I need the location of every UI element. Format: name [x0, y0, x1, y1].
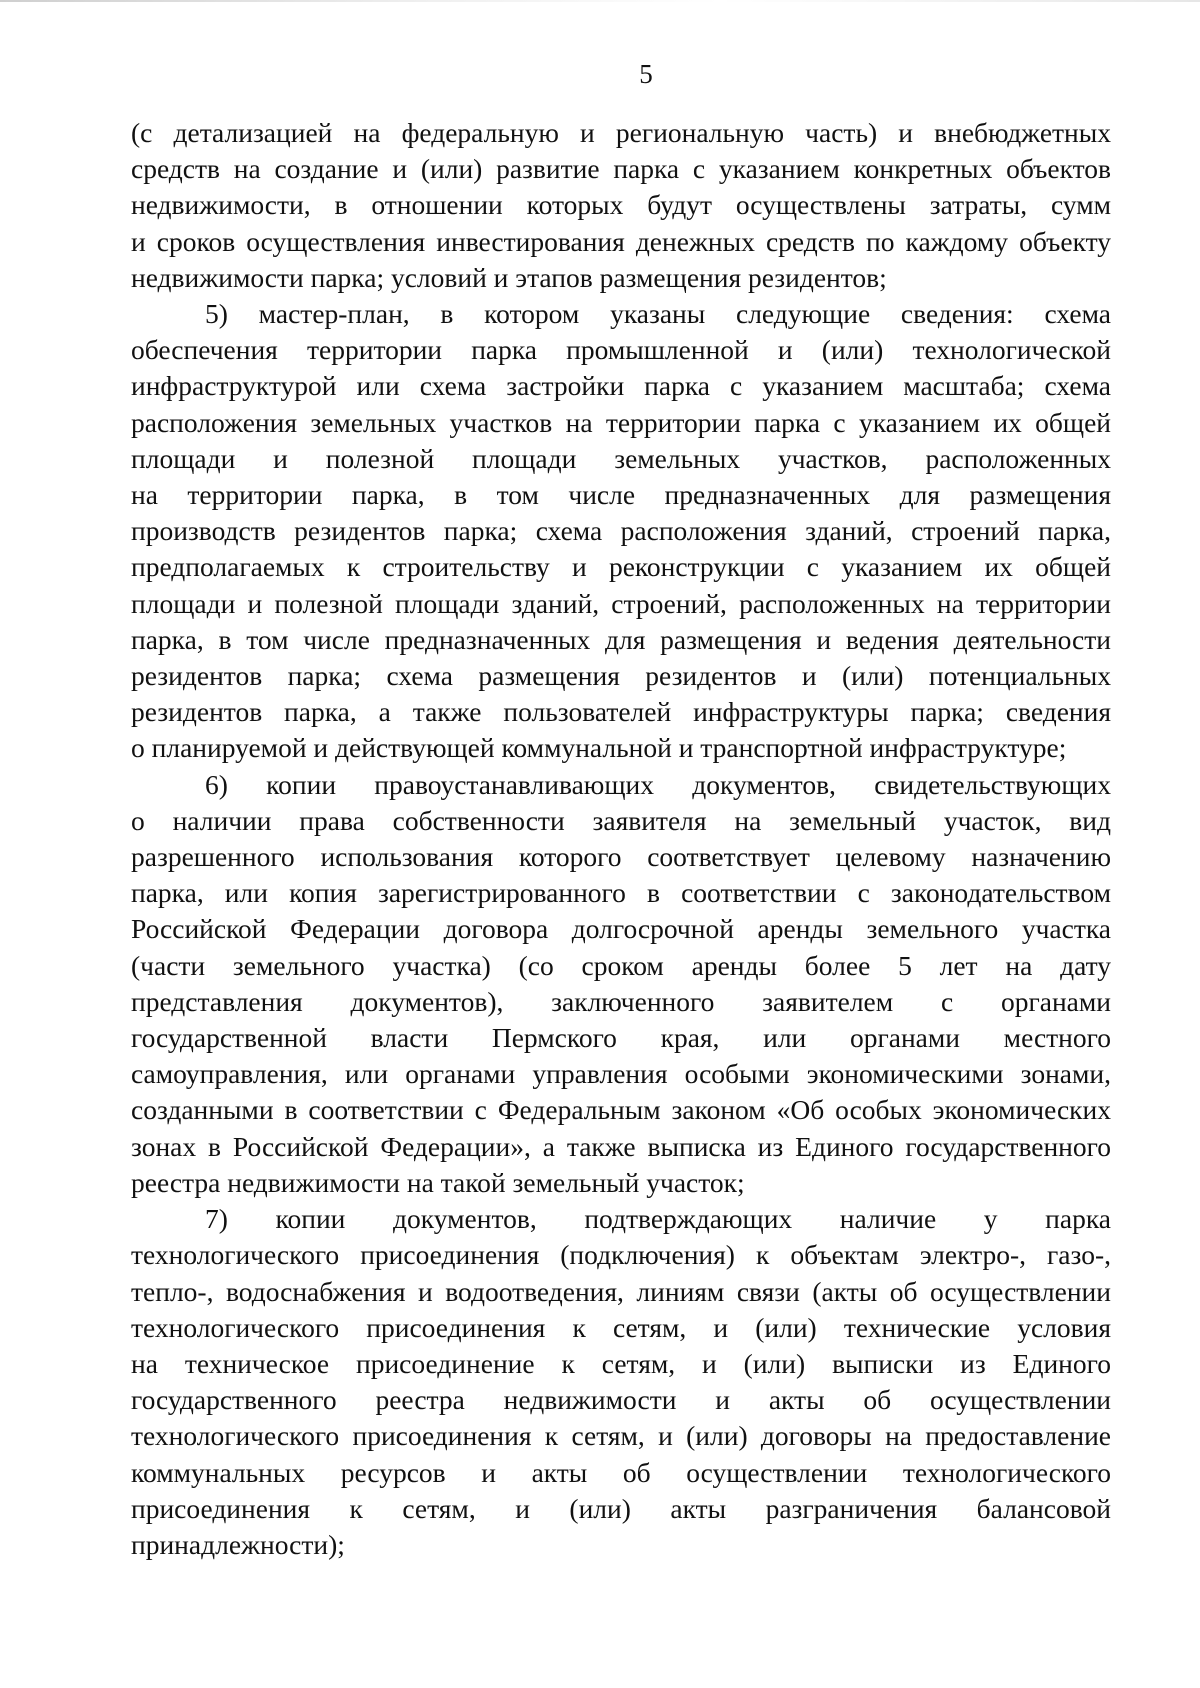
text-line: площади и полезной площади зданий, строений, расположенных на территории [131, 587, 1111, 619]
text-line: зонах в Российской Федерации», а также выписка из Единого государственного [131, 1130, 1111, 1162]
text-line: о планируемой и действующей коммунальной и транспортной инфраструктуре; [131, 732, 1067, 764]
scan-edge-shadow [0, 0, 1200, 2]
text-line: 6) копии правоустанавливающих документов, свидетельствующих [205, 768, 1111, 800]
paragraph-financing-continuation [131, 115, 1111, 296]
text-line: парка, в том числе предназначенных для размещения и ведения деятельности [131, 623, 1111, 655]
paragraph-item-6-title-documents [131, 767, 1111, 1201]
text-line: на техническое присоединение к сетям, и (или) выписки из Единого [131, 1347, 1111, 1379]
text-line: предполагаемых к строительству и реконструкции с указанием их общей [131, 551, 1111, 583]
text-line: инфраструктурой или схема застройки парка с указанием масштаба; схема [131, 370, 1111, 402]
text-line: 5) мастер-план, в котором указаны следующие сведения: схема [205, 298, 1111, 330]
text-line: технологического присоединения (подключения) к объектам электро-, газо-, [131, 1239, 1111, 1271]
text-line: недвижимости, в отношении которых будут осуществлены затраты, сумм [131, 189, 1111, 221]
text-line: (части земельного участка) (со сроком аренды более 5 лет на дату [131, 949, 1111, 981]
text-line: резидентов парка, а также пользователей инфраструктуры парка; сведения [131, 696, 1111, 728]
text-line: созданными в соответствии с Федеральным законом «Об особых экономических [131, 1094, 1111, 1126]
text-line: производств резидентов парка; схема расположения зданий, строений парка, [131, 515, 1111, 547]
text-line: Российской Федерации договора долгосрочной аренды земельного участка [131, 913, 1111, 945]
text-line: на территории парка, в том числе предназначенных для размещения [131, 479, 1111, 511]
text-line: представления документов), заключенного заявителем с органами [131, 985, 1111, 1017]
text-line: самоуправления, или органами управления особыми экономическими зонами, [131, 1058, 1111, 1090]
text-line: площади и полезной площади земельных участков, расположенных [131, 442, 1111, 474]
text-line: недвижимости парка; условий и этапов размещения резидентов; [131, 261, 887, 293]
text-line: парка, или копия зарегистрированного в соответствии с законодательством [131, 877, 1111, 909]
text-line: резидентов парка; схема размещения резидентов и (или) потенциальных [131, 660, 1111, 692]
text-line: технологического присоединения к сетям, и (или) договоры на предоставление [131, 1420, 1111, 1452]
text-line: расположения земельных участков на территории парка с указанием их общей [131, 406, 1111, 438]
page-number: 5 [639, 59, 653, 89]
text-line: технологического присоединения к сетям, и (или) технические условия [131, 1311, 1111, 1343]
text-line: средств на создание и (или) развитие парка с указанием конкретных объектов [131, 153, 1111, 185]
text-line: принадлежности); [131, 1528, 345, 1560]
text-line: государственного реестра недвижимости и акты об осуществлении [131, 1384, 1111, 1416]
text-line: 7) копии документов, подтверждающих наличие у парка [205, 1203, 1111, 1235]
text-line: государственной власти Пермского края, или органами местного [131, 1022, 1111, 1054]
text-line: разрешенного использования которого соответствует целевому назначению [131, 841, 1111, 873]
text-line: присоединения к сетям, и (или) акты разграничения балансовой [131, 1492, 1111, 1524]
paragraph-item-7-connection-documents [131, 1201, 1111, 1563]
paragraph-item-5-master-plan [131, 296, 1111, 767]
text-line: и сроков осуществления инвестирования денежных средств по каждому объекту [131, 225, 1111, 257]
text-line: о наличии права собственности заявителя на земельный участок, вид [131, 804, 1111, 836]
text-line: тепло-, водоснабжения и водоотведения, линиям связи (акты об осуществлении [131, 1275, 1111, 1307]
text-line: коммунальных ресурсов и акты об осуществлении технологического [131, 1456, 1111, 1488]
document-body [131, 115, 1111, 1563]
text-line: обеспечения территории парка промышленной и (или) технологической [131, 334, 1111, 366]
text-line: реестра недвижимости на такой земельный участок; [131, 1166, 745, 1198]
text-line: (с детализацией на федеральную и региональную часть) и внебюджетных [131, 117, 1111, 148]
